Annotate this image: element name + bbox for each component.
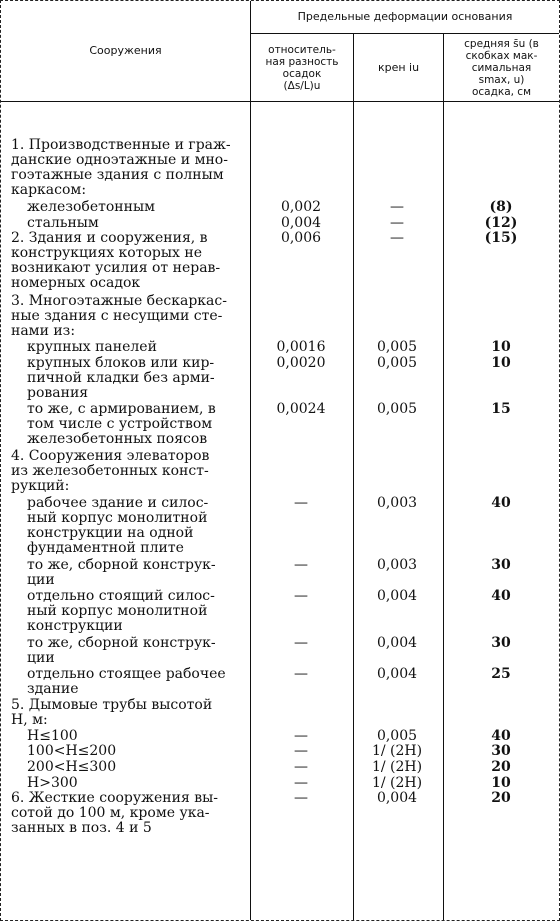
row-value-v1: — — [294, 587, 308, 604]
row-value-v1: 0,0024 — [276, 401, 326, 418]
row-description: то же, сборной конструк- ции — [27, 634, 216, 666]
row-description: 6. Жесткие сооружения вы- сотой до 100 м, кроме ука- занных в поз. 4 и 5 — [11, 790, 218, 837]
row-value-v1: — — [294, 774, 308, 791]
row-description: отдельно стоящий силос- ный корпус монолитной конструкции — [27, 587, 215, 634]
row-description: 2. Здания и сооружения, в конструкциях которых не возникают усилия от нерав- номерных осадок — [11, 230, 221, 292]
header-tilt-label: крен iu — [377, 60, 420, 74]
table-row — [1, 667, 559, 698]
header-relative — [251, 34, 353, 101]
table-row — [1, 294, 559, 341]
row-description: 200<H≤300 — [27, 759, 117, 775]
header-group-title — [251, 1, 559, 33]
table-row — [1, 231, 559, 293]
row-description: отдельно стоящее рабочее здание — [27, 665, 226, 697]
row-value-v1: 0,006 — [280, 230, 322, 247]
row-value-v2: 0,005 — [376, 401, 418, 418]
row-value-v3: 10 — [491, 354, 511, 371]
row-value-v1: — — [294, 665, 308, 682]
row-value-v2: 0,004 — [376, 587, 418, 604]
row-value-v2: 0,005 — [376, 339, 418, 356]
row-value-v2: 0,003 — [376, 556, 418, 573]
row-value-v2: 0,004 — [376, 665, 418, 682]
table-row — [1, 138, 559, 200]
row-value-v3: 20 — [491, 759, 511, 775]
row-value-v3: 40 — [491, 494, 511, 511]
table-row — [1, 496, 559, 558]
row-value-v2: 1/ (2H) — [371, 774, 423, 791]
header-relative-label: относитель- ная разность осадок (Δs/L)u — [265, 43, 339, 92]
row-value-v3: 25 — [491, 665, 511, 682]
row-value-v3: 40 — [491, 727, 511, 744]
header-structures — [1, 1, 250, 101]
row-value-v3: 30 — [491, 743, 511, 760]
header-group-title-label: Предельные деформации основания — [297, 10, 513, 23]
row-value-v2: — — [390, 199, 404, 216]
header-avg — [444, 34, 559, 101]
row-value-v1: — — [294, 743, 308, 760]
table-body — [1, 102, 559, 920]
row-value-v2: 0,004 — [376, 634, 418, 651]
row-description: то же, с армированием, в том числе с устройством железобетонных поясов — [27, 401, 216, 448]
row-value-v1: — — [294, 634, 308, 651]
table-row — [1, 698, 559, 729]
table-row — [1, 558, 559, 589]
table-row — [1, 200, 559, 216]
row-value-v2: 0,005 — [376, 727, 418, 744]
row-value-v3: 10 — [491, 774, 511, 791]
row-description: рабочее здание и силос- ный корпус монолитной конструкции на одной фундаментной плите — [27, 494, 209, 556]
row-value-v2: 0,004 — [376, 790, 418, 807]
table-row — [1, 776, 559, 792]
table-row — [1, 402, 559, 449]
row-value-v2: 1/ (2H) — [371, 743, 423, 760]
row-value-v1: — — [294, 556, 308, 573]
table-row — [1, 636, 559, 667]
row-value-v1: — — [294, 759, 308, 775]
row-value-v2: 0,003 — [376, 494, 418, 511]
row-value-v1: 0,002 — [280, 199, 322, 216]
row-value-v2: 1/ (2H) — [371, 759, 423, 775]
row-value-v1: 0,004 — [280, 214, 322, 231]
row-value-v1: — — [294, 790, 308, 807]
header-structures-label: Сооружения — [89, 44, 162, 57]
row-value-v3: 15 — [491, 401, 511, 418]
table-row — [1, 340, 559, 356]
row-value-v3: 40 — [491, 587, 511, 604]
row-description: 3. Многоэтажные бескаркас- ные здания с несущими сте- нами из: — [11, 292, 227, 339]
row-value-v1: 0,0016 — [276, 339, 326, 356]
table-row — [1, 744, 559, 760]
row-value-v3: 30 — [491, 634, 511, 651]
table-row — [1, 449, 559, 496]
table-row — [1, 589, 559, 636]
row-value-v2: — — [390, 214, 404, 231]
row-value-v1: 0,0020 — [276, 354, 326, 371]
table-header — [1, 1, 559, 102]
row-value-v3: (15) — [484, 230, 518, 247]
row-value-v2: 0,005 — [376, 354, 418, 371]
row-description: H>300 — [27, 774, 78, 791]
row-value-v3: 10 — [491, 339, 511, 356]
row-value-v3: (8) — [489, 199, 513, 216]
row-value-v1: — — [294, 727, 308, 744]
row-description: 4. Сооружения элеваторов из железобетонных конст- рукций: — [11, 448, 210, 494]
row-value-v3: 30 — [491, 556, 511, 573]
row-description: то же, сборной конструк- ции — [27, 556, 216, 588]
table-row — [1, 791, 559, 838]
row-value-v1: — — [294, 494, 308, 511]
row-description: крупных блоков или кир- пичной кладки без арми- рования — [27, 354, 215, 401]
row-description: H≤100 — [27, 727, 78, 744]
row-value-v2: — — [390, 230, 404, 247]
row-value-v3: (12) — [484, 214, 518, 231]
header-avg-label: средняя s̄u (в скобках мак- симальная smax, u) осадка, см — [464, 37, 539, 98]
table-row — [1, 729, 559, 745]
row-description: крупных панелей — [27, 339, 157, 356]
table-row — [1, 216, 559, 232]
row-description: 100<H≤200 — [27, 743, 117, 760]
row-value-v3: 20 — [491, 790, 511, 807]
table-row — [1, 356, 559, 403]
row-description: стальным — [27, 214, 99, 231]
row-description: 5. Дымовые трубы высотой H, м: — [11, 696, 213, 728]
row-description: железобетонным — [27, 199, 155, 216]
header-tilt — [354, 34, 443, 101]
row-description: 1. Производственные и граж- данские одноэтажные и мно- гоэтажные здания с полным каркасом: — [11, 137, 231, 198]
table-row — [1, 760, 559, 776]
